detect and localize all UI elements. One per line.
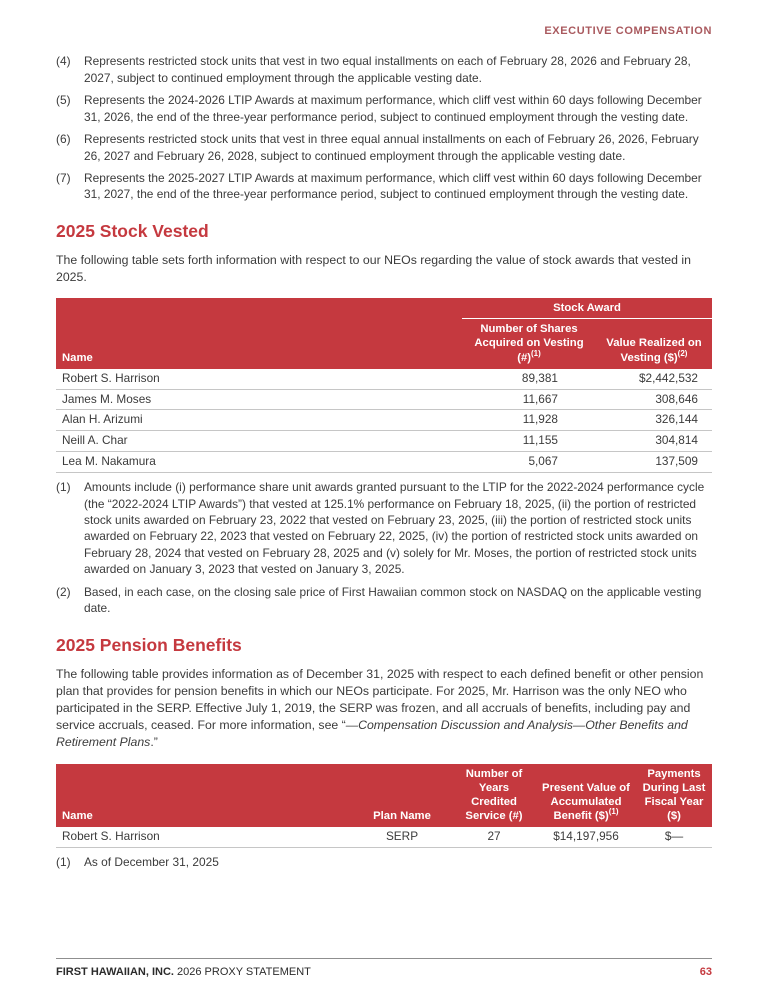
column-header-shares-label: Number of Shares Acquired on Vesting (#) (474, 323, 584, 364)
cell-present-value: $14,197,956 (536, 827, 636, 847)
footnote-text: Represents the 2024-2026 LTIP Awards at maximum performance, which cliff vest within 60 days following December 31, 2026, the end of the three-year performance period, subject to continued employment through the vesting date. (84, 93, 702, 124)
footnote-ref-1: (1) (531, 348, 541, 358)
pension-intro (56, 666, 712, 752)
column-header-years-credited: Number of Years Credited Service (#) (452, 764, 536, 827)
pension-table-header (56, 764, 712, 827)
footnote-1 (56, 479, 712, 578)
footnote-number: (5) (56, 93, 71, 108)
footnote-number: (1) (56, 480, 71, 495)
stock-vested-table (56, 298, 712, 473)
column-header-payments: Payments During Last Fiscal Year ($) (636, 764, 712, 827)
table-row (56, 431, 712, 452)
footnote-4 (56, 53, 712, 86)
column-header-present-value-label: Present Value of Accumulated Benefit ($) (542, 781, 630, 822)
cell-shares: 11,928 (462, 410, 596, 431)
footnote-7 (56, 170, 712, 203)
pension-footnotes (56, 854, 712, 870)
footnote-1 (56, 854, 712, 870)
cell-payments: $— (636, 827, 712, 847)
cell-name: Robert S. Harrison (56, 827, 352, 847)
running-header: EXECUTIVE COMPENSATION (544, 25, 712, 37)
cell-name: James M. Moses (56, 389, 462, 410)
footnote-text: Based, in each case, on the closing sale price of First Hawaiian common stock on NASDAQ on the applicable vesting date. (84, 584, 702, 616)
pension-intro-reference: —Compensation Discussion and Analysis—Other Benefits and Retirement Plans (56, 718, 688, 750)
cell-plan-name: SERP (352, 827, 452, 847)
cell-value: 304,814 (596, 431, 712, 452)
footer-document-title (56, 965, 311, 980)
column-header-name: Name (56, 319, 462, 369)
group-header-empty (56, 298, 462, 319)
page-number: 63 (699, 965, 712, 978)
cell-shares: 11,667 (462, 389, 596, 410)
footer-company-name: FIRST HAWAIIAN, INC. (56, 965, 174, 978)
footnote-2 (56, 584, 712, 617)
cell-name: Neill A. Char (56, 431, 462, 452)
top-footnotes (56, 53, 712, 202)
footnote-text: Amounts include (i) performance share unit awards granted pursuant to the LTIP for the 2022-2024 performance cycle (the “2022-2024 LTIP Awards”) that vested at 125.1% performance on February 18, 2025, (ii) the portion of restricted stock units awarded on February 23, 2022 that vested on February 23, 2025, (iii) the portion of restricted stock units awarded on February 22, 2023 that vested on February 22, 2025, (iv) the portion of restricted stock units awarded on February 28, 2024 that vested on February 28, 2025 and (v) solely for Mr. Moses, the portion of restricted stock units awarded on January 3, 2023 that vested on January 3, 2025. (84, 480, 705, 577)
column-header-value (596, 319, 712, 369)
table-row (56, 827, 712, 847)
section-heading-pension-benefits: 2025 Pension Benefits (56, 634, 242, 655)
table-row (56, 369, 712, 389)
group-header-stock-award: Stock Award (462, 298, 712, 319)
footnote-text: Represents restricted stock units that vest in two equal installments on each of February 28, 2026 and February 28, 2027, subject to continued employment through the applicable vesting date. (84, 54, 691, 85)
footnote-number: (1) (56, 854, 71, 869)
pension-benefits-table (56, 764, 712, 848)
stock-vested-footnotes (56, 479, 712, 616)
footnote-text: Represents restricted stock units that vest in three equal annual installments on each of February 26, 2026, February 26, 2027 and February 26, 2028, subject to continued employment through the applicable vesting date. (84, 132, 699, 163)
stock-vested-table-header (56, 298, 712, 368)
footnote-number: (7) (56, 170, 71, 185)
footnote-number: (6) (56, 132, 71, 147)
footnote-number: (4) (56, 54, 71, 69)
cell-shares: 5,067 (462, 452, 596, 473)
column-header-shares (462, 319, 596, 369)
cell-name: Lea M. Nakamura (56, 452, 462, 473)
table-row (56, 452, 712, 473)
pension-intro-text: The following table provides information as of December 31, 2025 with respect to each defined benefit or other pension plan that provides for pension benefits in which our NEOs participate. For 2025, Mr. Harrison was the only NEO who participated in the SERP. Effective July 1, 2019, the SERP was frozen, and all accruals of benefits, including pay and service accruals, ceased. For more information, see “ (56, 666, 704, 733)
cell-years-credited: 27 (452, 827, 536, 847)
cell-name: Robert S. Harrison (56, 369, 462, 389)
column-header-name: Name (56, 764, 352, 827)
table-row (56, 410, 712, 431)
footnote-ref-2: (2) (677, 348, 688, 358)
cell-name: Alan H. Arizumi (56, 410, 462, 431)
column-header-plan-name: Plan Name (352, 764, 452, 827)
footer-document-name: 2026 PROXY STATEMENT (177, 965, 311, 978)
cell-value: $2,442,532 (596, 369, 712, 389)
footnote-number: (2) (56, 584, 71, 599)
cell-shares: 11,155 (462, 431, 596, 452)
cell-value: 326,144 (596, 410, 712, 431)
cell-shares: 89,381 (462, 369, 596, 389)
section-heading-stock-vested: 2025 Stock Vested (56, 220, 209, 241)
column-header-present-value (536, 764, 636, 827)
page-footer (56, 958, 712, 980)
footnote-text: As of December 31, 2025 (84, 854, 219, 869)
footnote-5 (56, 92, 712, 125)
column-header-value-label: Value Realized on Vesting ($) (606, 337, 702, 364)
table-row (56, 389, 712, 410)
footnote-ref-1: (1) (608, 807, 619, 817)
pension-intro-close: .” (150, 735, 158, 750)
stock-vested-intro: The following table sets forth information with respect to our NEOs regarding the value of stock awards that vested in 2025. (56, 252, 691, 284)
footnote-text: Represents the 2025-2027 LTIP Awards at maximum performance, which cliff vest within 60 days following December 31, 2027, the end of the three-year performance period, subject to continued employment through the vesting date. (84, 170, 702, 202)
cell-value: 137,509 (596, 452, 712, 473)
cell-value: 308,646 (596, 389, 712, 410)
footnote-6 (56, 131, 712, 164)
